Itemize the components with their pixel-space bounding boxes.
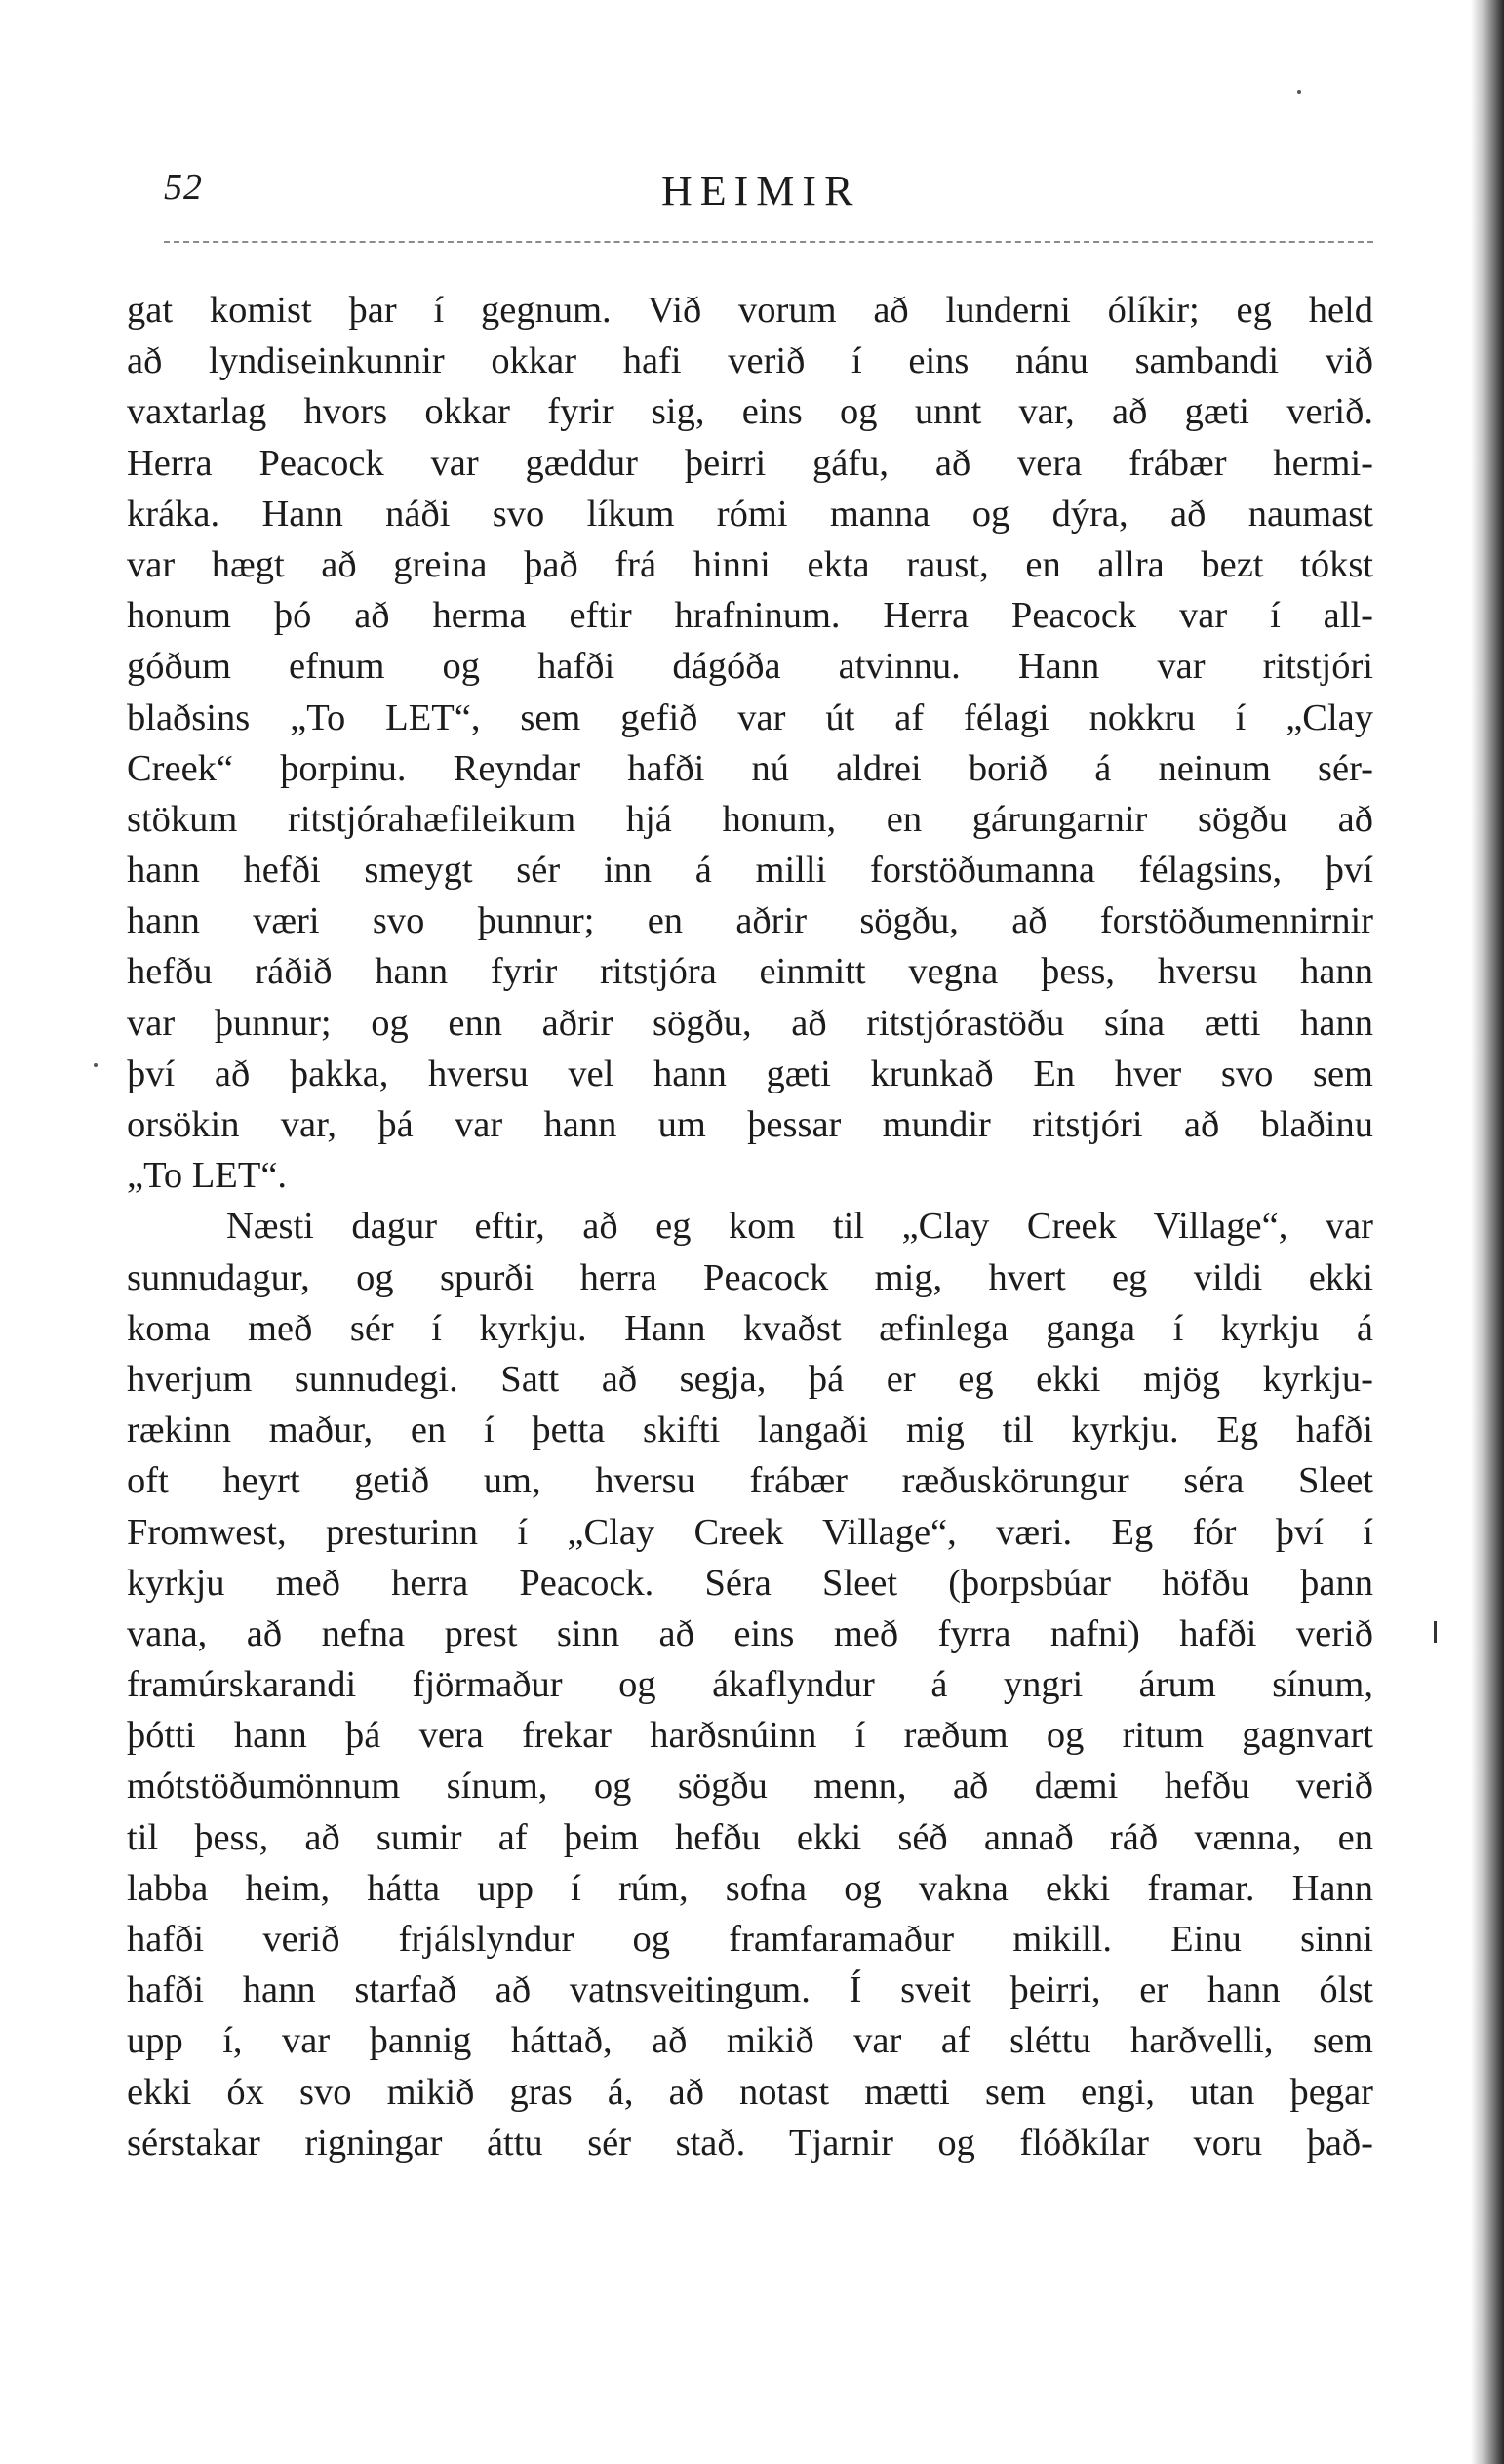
text-line: stökum ritstjórahæfileikum hjá honum, en gárungarnir sögðu að [127, 798, 1373, 840]
page-header [164, 166, 1393, 224]
text-line: Fromwest, presturinn í „Clay Creek Village“, væri. Eg fór því í [127, 1511, 1373, 1553]
page-number: 52 [164, 167, 203, 208]
text-line: að lyndiseinkunnir okkar hafi verið í eins nánu sambandi við [127, 340, 1373, 382]
text-line: koma með sér í kyrkju. Hann kvaðst æfinlega ganga í kyrkju á [127, 1307, 1373, 1349]
text-line: Creek“ þorpinu. Reyndar hafði nú aldrei borið á neinum sér- [127, 747, 1373, 789]
scan-edge-shadow [1471, 0, 1504, 2464]
text-line: gat komist þar í gegnum. Við vorum að lunderni ólíkir; eg held [127, 290, 1373, 331]
text-line: „To LET“. [127, 1155, 288, 1197]
text-line: framúrskarandi fjörmaður og ákaflyndur á yngri árum sínum, [127, 1664, 1373, 1706]
text-line: kyrkju með herra Peacock. Séra Sleet (þorpsbúar höfðu þann [127, 1562, 1373, 1604]
scan-speck [94, 1063, 98, 1067]
text-line: kráka. Hann náði svo líkum rómi manna og dýra, að naumast [127, 493, 1373, 535]
running-title: HEIMIR [661, 167, 861, 215]
text-line: oft heyrt getið um, hversu frábær ræðuskörungur séra Sleet [127, 1460, 1373, 1502]
text-line: vaxtarlag hvors okkar fyrir sig, eins og unnt var, að gæti verið. [127, 391, 1373, 433]
text-line: honum þó að herma eftir hrafninum. Herra Peacock var í all- [127, 595, 1373, 637]
text-line: því að þakka, hversu vel hann gæti krunkað En hver svo sem [127, 1053, 1373, 1094]
text-line: hafði verið frjálslyndur og framfaramaður mikill. Einu sinni [127, 1919, 1373, 1960]
text-line: sérstakar rigningar áttu sér stað. Tjarnir og flóðkílar voru það- [127, 2122, 1373, 2164]
text-line: hverjum sunnudegi. Satt að segja, þá er eg ekki mjög kyrkju- [127, 1358, 1373, 1400]
text-line: vana, að nefna prest sinn að eins með fyrra nafni) hafði verið [127, 1612, 1373, 1654]
text-line: hann væri svo þunnur; en aðrir sögðu, að forstöðumennirnir [127, 900, 1373, 942]
text-line: góðum efnum og hafði dágóða atvinnu. Hann var ritstjóri [127, 646, 1373, 688]
text-line: rækinn maður, en í þetta skifti langaði mig til kyrkju. Eg hafði [127, 1410, 1373, 1451]
text-line: hann hefði smeygt sér inn á milli forstöðumanna félagsins, því [127, 850, 1373, 892]
text-line: ekki óx svo mikið gras á, að notast mætti sem engi, utan þegar [127, 2071, 1373, 2113]
text-line: orsökin var, þá var hann um þessar mundir ritstjóri að blaðinu [127, 1104, 1373, 1145]
body-text [127, 285, 1373, 2168]
text-line: blaðsins „To LET“, sem gefið var út af félagi nokkru í „Clay [127, 696, 1373, 738]
text-line: labba heim, hátta upp í rúm, sofna og vakna ekki framar. Hann [127, 1867, 1373, 1909]
scan-speck [1297, 90, 1301, 94]
text-line: upp í, var þannig háttað, að mikið var af sléttu harðvelli, sem [127, 2020, 1373, 2062]
text-line: til þess, að sumir af þeim hefðu ekki séð annað ráð vænna, en [127, 1816, 1373, 1858]
text-line: Herra Peacock var gæddur þeirri gáfu, að vera frábær hermi- [127, 442, 1373, 484]
text-line: hafði hann starfað að vatnsveitingum. Í sveit þeirri, er hann ólst [127, 1969, 1373, 2011]
margin-mark [1434, 1621, 1437, 1643]
text-line: Næsti dagur eftir, að eg kom til „Clay Creek Village“, var [226, 1206, 1373, 1248]
text-line: hefðu ráðið hann fyrir ritstjóra einmitt vegna þess, hversu hann [127, 951, 1373, 993]
text-line: þótti hann þá vera frekar harðsnúinn í ræðum og ritum gagnvart [127, 1715, 1373, 1757]
text-line: var hægt að greina það frá hinni ekta raust, en allra bezt tókst [127, 543, 1373, 585]
header-rule [164, 241, 1373, 243]
text-line: var þunnur; og enn aðrir sögðu, að ritstjórastöðu sína ætti hann [127, 1002, 1373, 1044]
text-line: mótstöðumönnum sínum, og sögðu menn, að dæmi hefðu verið [127, 1766, 1373, 1808]
text-line: sunnudagur, og spurði herra Peacock mig, hvert eg vildi ekki [127, 1256, 1373, 1298]
